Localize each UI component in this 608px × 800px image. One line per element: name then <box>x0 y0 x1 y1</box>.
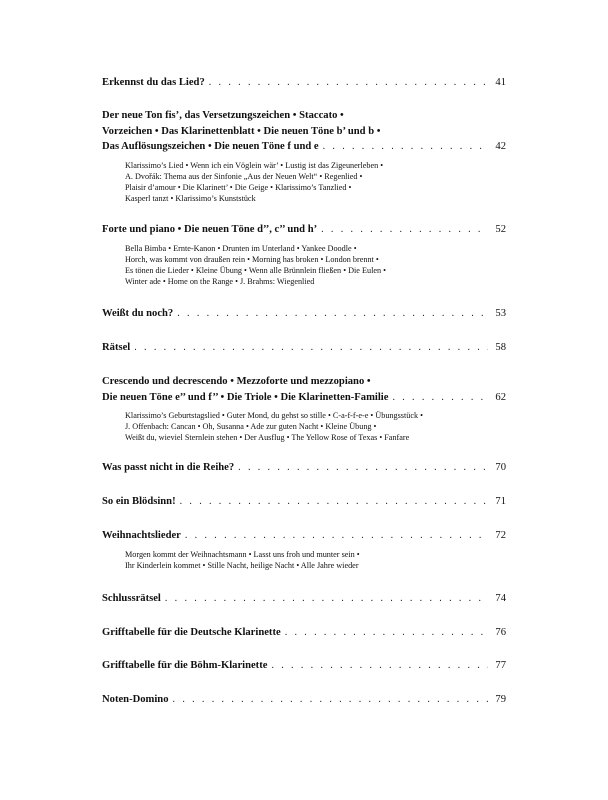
toc-entry <box>102 108 506 204</box>
song-line: Bella Bimba • Ernte-Kanon • Drunten im Unterland • Yankee Doodle • <box>125 243 357 253</box>
toc-heading-line <box>102 625 506 641</box>
toc-heading: Grifftabelle für die Böhm-Klarinette <box>102 660 268 671</box>
toc-heading-line <box>102 139 506 155</box>
leader-dots <box>323 139 488 155</box>
song-line: Es tönen die Lieder • Kleine Übung • Wenn alle Brünnlein fließen • Die Eulen • <box>125 265 386 275</box>
toc-heading-line <box>102 390 506 406</box>
toc-entry <box>102 494 506 510</box>
toc-entry <box>102 306 506 322</box>
toc-heading: Der neue Ton fis’, das Versetzungszeichen • Staccato • <box>102 110 344 121</box>
page-number: 42 <box>495 141 506 152</box>
page-number: 76 <box>495 627 506 638</box>
toc-heading-line <box>102 460 506 476</box>
page-number: 41 <box>495 77 506 88</box>
page-number: 77 <box>495 660 506 671</box>
toc-heading: Das Auflösungszeichen • Die neuen Töne f und e <box>102 141 319 152</box>
toc-heading: Crescendo und decrescendo • Mezzoforte und mezzopiano • <box>102 376 371 387</box>
leader-dots <box>271 658 488 674</box>
page-number: 74 <box>495 593 506 604</box>
leader-dots <box>173 692 488 708</box>
toc-heading: Grifftabelle für die Deutsche Klarinette <box>102 627 281 638</box>
toc-heading-line <box>102 222 506 238</box>
page-number: 53 <box>495 308 506 319</box>
page-number: 71 <box>495 496 506 507</box>
leader-dots <box>321 222 488 238</box>
leader-dots <box>134 340 488 356</box>
page-number: 62 <box>495 391 506 403</box>
song-line: Klarissimo’s Lied • Wenn ich ein Vöglein wär’ • Lustig ist das Zigeunerleben • <box>125 160 384 170</box>
toc-entry <box>102 528 506 571</box>
page-number: 58 <box>495 342 506 353</box>
song-list <box>125 243 506 287</box>
toc-heading-line <box>102 528 506 544</box>
song-line: Ihr Kinderlein kommet • Stille Nacht, heilige Nacht • Alle Jahre wieder <box>125 560 359 570</box>
toc-heading-line <box>102 591 506 607</box>
leader-dots <box>238 460 488 476</box>
toc-heading: Forte und piano • Die neuen Töne d’’, c’’ und h’ <box>102 224 318 235</box>
toc-heading-line <box>102 306 506 322</box>
song-line: Plaisir d’amour • Die Klarinett’ • Die Geige • Klarissimo’s Tanzlied • <box>125 182 352 192</box>
toc-heading-line <box>102 658 506 674</box>
page-number: 70 <box>495 462 506 473</box>
leader-dots <box>209 75 488 91</box>
toc-heading: Rätsel <box>102 342 131 353</box>
toc-entry <box>102 460 506 476</box>
toc-entry <box>102 658 506 674</box>
toc-heading: Weißt du noch? <box>102 308 174 319</box>
song-list <box>125 160 506 204</box>
leader-dots <box>285 625 488 641</box>
song-line: Weißt du, wieviel Sternlein stehen • Der Ausflug • The Yellow Rose of Texas • Fanfare <box>125 433 410 442</box>
toc-heading: Schlussrätsel <box>102 593 161 604</box>
page-number: 52 <box>495 224 506 235</box>
toc-entry <box>102 692 506 708</box>
song-list <box>125 410 506 443</box>
toc-heading: Vorzeichen • Das Klarinettenblatt • Die neuen Töne b’ und b • <box>102 125 381 137</box>
leader-dots <box>165 591 488 607</box>
toc-heading-line <box>102 692 506 708</box>
song-line: J. Offenbach: Cancan • Oh, Susanna • Ade zur guten Nacht • Kleine Übung • <box>125 422 377 431</box>
toc-entry <box>102 75 506 91</box>
leader-dots <box>180 494 488 510</box>
toc-heading: Weihnachtslieder <box>102 530 181 541</box>
toc-entry <box>102 340 506 356</box>
toc-entry <box>102 625 506 641</box>
toc-entry <box>102 591 506 607</box>
song-line: Morgen kommt der Weihnachtsmann • Lasst uns froh und munter sein • <box>125 549 360 559</box>
song-line: Winter ade • Home on the Range • J. Brahms: Wiegenlied <box>125 276 315 286</box>
toc-heading: Die neuen Töne e’’ und f’’ • Die Triole • Die Klarinetten-Familie <box>102 391 389 403</box>
toc-heading: So ein Blödsinn! <box>102 496 176 507</box>
leader-dots <box>392 390 488 406</box>
toc-heading: Erkennst du das Lied? <box>102 77 205 88</box>
toc-heading-line <box>102 75 506 91</box>
toc-heading-line <box>102 340 506 356</box>
page-number: 79 <box>495 694 506 705</box>
toc-entry <box>102 374 506 443</box>
toc-entry <box>102 222 506 287</box>
leader-dots <box>177 306 488 322</box>
song-line: Klarissimo’s Geburtstagslied • Guter Mond, du gehst so stille • C-a-f-f-e-e • Übungsstück • <box>125 411 423 420</box>
toc-heading: Was passt nicht in die Reihe? <box>102 462 235 473</box>
song-list <box>125 549 506 571</box>
song-line: Horch, was kommt von draußen rein • Morning has broken • London brennt • <box>125 254 379 264</box>
leader-dots <box>185 528 488 544</box>
toc-heading-line <box>102 494 506 510</box>
toc-heading: Noten-Domino <box>102 694 169 705</box>
song-line: A. Dvořák: Thema aus der Sinfonie „Aus der Neuen Welt“ • Regenlied • <box>125 171 363 181</box>
song-line: Kasperl tanzt • Klarissimo’s Kunststück <box>125 193 256 203</box>
page-number: 72 <box>495 530 506 541</box>
